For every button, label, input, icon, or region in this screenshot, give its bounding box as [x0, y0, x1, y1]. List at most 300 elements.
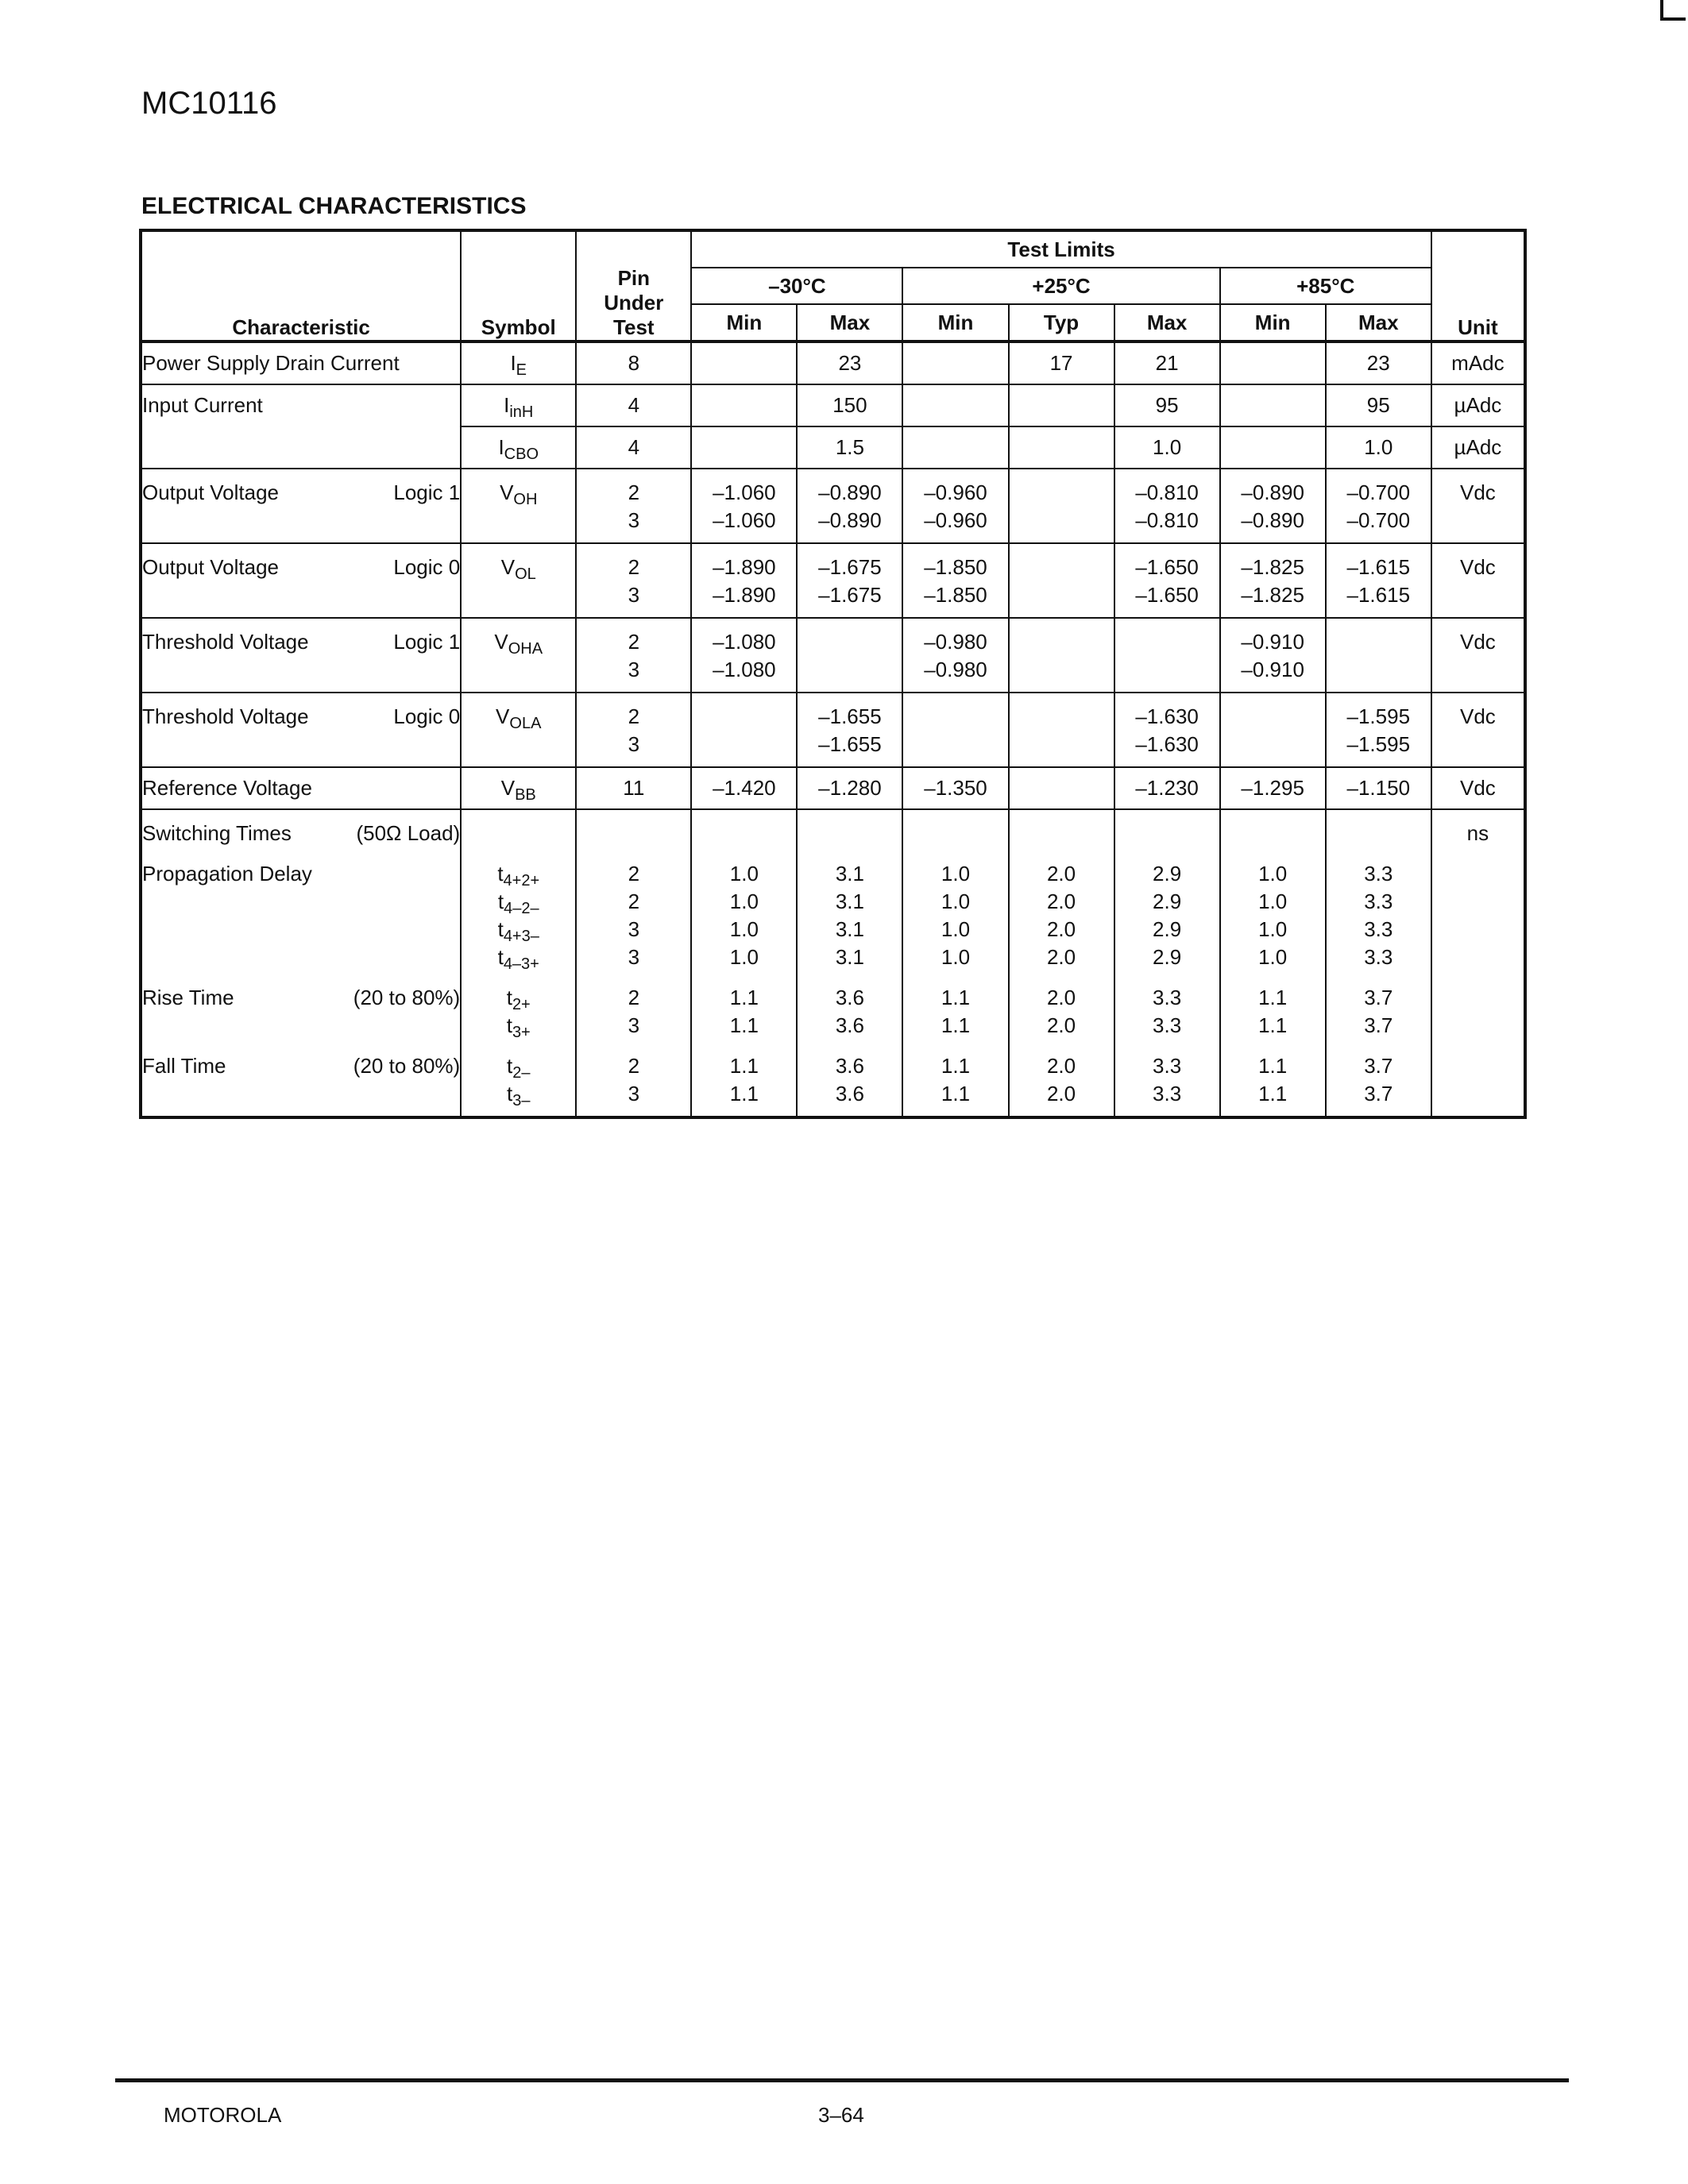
pin-value: 2 — [628, 986, 640, 1009]
spacer-line — [692, 820, 796, 847]
pin-value: 3 — [628, 583, 640, 607]
group-gap — [577, 1040, 690, 1052]
header-test-limits: Test Limits — [691, 230, 1431, 268]
pin-cell: 4 — [576, 384, 691, 426]
unit-cell: Vdc — [1431, 693, 1525, 767]
characteristic-qualifier: Logic 1 — [393, 630, 461, 654]
pin-value: 2 — [628, 862, 640, 886]
table-row — [141, 543, 1525, 618]
header-temp-plus85: +85°C — [1220, 268, 1431, 304]
footer-brand: MOTOROLA — [164, 2103, 282, 2127]
pin-value: 3 — [628, 658, 640, 681]
unit-cell: Vdc — [1431, 618, 1525, 693]
value-line: 1.0 — [941, 862, 971, 886]
value-line: 2.9 — [1153, 945, 1182, 969]
symbol-cell — [461, 693, 576, 767]
value-line: 3.3 — [1364, 917, 1393, 941]
header-sub-6: Max — [1326, 304, 1431, 341]
symbol-text: t — [497, 889, 504, 913]
value-line-2: –0.890 — [818, 508, 882, 532]
characteristic-label: Input Current — [142, 393, 263, 417]
symbol-cell — [461, 767, 576, 809]
value-line: 1.1 — [941, 1054, 971, 1078]
value-cell — [1009, 426, 1114, 469]
symbol-subscript: 4+3– — [503, 928, 539, 945]
value-cell — [691, 384, 797, 426]
symbol-text: t — [506, 1054, 513, 1078]
value-line: 1.0 — [729, 917, 759, 941]
group-gap — [142, 847, 460, 860]
value-line: 1.1 — [1258, 1054, 1288, 1078]
symbol-text: t — [497, 917, 504, 941]
symbol-subscript: OLA — [509, 715, 542, 732]
pin-cell — [576, 469, 691, 543]
value-line: 3.1 — [835, 945, 864, 969]
pin-cell — [576, 543, 691, 618]
value-cell — [1326, 543, 1431, 618]
value-line: 3.3 — [1153, 1054, 1182, 1078]
value-line-2: –1.060 — [713, 508, 776, 532]
pin-value: 3 — [628, 917, 640, 941]
value-cell: 95 — [1114, 384, 1220, 426]
spacer-line — [142, 1012, 460, 1040]
value-cell — [691, 426, 797, 469]
value-line-2: –0.910 — [1241, 658, 1304, 681]
value-cell — [797, 693, 902, 767]
symbol-subscript: OHA — [508, 640, 543, 658]
value-line: 3.6 — [835, 1082, 864, 1106]
value-line: 1.1 — [729, 1013, 759, 1037]
unit-cell: ns — [1431, 809, 1525, 1117]
symbol-line — [462, 888, 575, 916]
symbol-text: t — [506, 1013, 512, 1037]
value-line-1: –1.060 — [713, 480, 776, 504]
group-gap — [577, 847, 690, 860]
pin-value: 3 — [628, 1082, 640, 1106]
value-line: 1.0 — [729, 889, 759, 913]
value-cell: –1.230 — [1114, 767, 1220, 809]
value-cell — [1009, 618, 1114, 693]
symbol-subscript: 3– — [512, 1092, 531, 1109]
spacer-line — [577, 820, 690, 847]
value-line-1: –0.700 — [1346, 480, 1411, 504]
value-cell — [797, 618, 902, 693]
pin-value: 2 — [628, 630, 640, 654]
group-gap — [1010, 971, 1114, 984]
value-cell — [1009, 693, 1114, 767]
value-line: 3.3 — [1153, 986, 1182, 1009]
spacer-line — [798, 820, 902, 847]
value-line: 2.9 — [1153, 889, 1182, 913]
symbol-line — [462, 1052, 575, 1080]
header-pin-under-test: Pin Under Test — [576, 230, 691, 341]
value-cell — [902, 618, 1008, 693]
value-cell — [1114, 809, 1220, 1117]
value-cell — [902, 469, 1008, 543]
page-number: 3–64 — [818, 2103, 864, 2127]
header-sub-2: Min — [902, 304, 1008, 341]
value-cell — [1009, 469, 1114, 543]
value-cell — [797, 543, 902, 618]
table-row — [141, 384, 1525, 426]
characteristic-cell — [141, 469, 461, 543]
group-gap — [1010, 847, 1114, 860]
characteristic-label: Threshold Voltage — [142, 704, 309, 728]
value-cell — [1326, 693, 1431, 767]
value-cell — [902, 809, 1008, 1117]
unit-cell: Vdc — [1431, 767, 1525, 809]
characteristic-cell — [141, 384, 461, 469]
value-line: 2.0 — [1046, 986, 1076, 1009]
pin-cell: 4 — [576, 426, 691, 469]
group-gap — [798, 1040, 902, 1052]
value-cell — [1114, 618, 1220, 693]
value-cell: –1.350 — [902, 767, 1008, 809]
group-gap — [692, 847, 796, 860]
pin-value: 2 — [628, 555, 640, 579]
pin-value: 2 — [628, 889, 640, 913]
spacer-line — [1327, 820, 1431, 847]
value-cell — [1220, 618, 1326, 693]
group-gap — [903, 971, 1007, 984]
value-cell — [902, 426, 1008, 469]
switching-label: Propagation Delay — [142, 862, 312, 886]
value-cell — [902, 543, 1008, 618]
group-gap — [1010, 1040, 1114, 1052]
group-gap — [462, 971, 575, 984]
value-line-2: –0.810 — [1135, 508, 1199, 532]
group-gap — [1221, 971, 1325, 984]
symbol-subscript: BB — [515, 786, 536, 804]
table-row — [141, 767, 1525, 809]
characteristic-label: Output Voltage — [142, 555, 280, 579]
value-cell — [902, 384, 1008, 426]
value-cell — [691, 341, 797, 384]
value-cell — [1220, 426, 1326, 469]
header-sub-4: Max — [1114, 304, 1220, 341]
value-cell — [902, 341, 1008, 384]
value-line: 1.1 — [729, 1054, 759, 1078]
value-line-1: –1.615 — [1346, 555, 1411, 579]
value-line: 2.0 — [1046, 889, 1076, 913]
value-cell — [1009, 809, 1114, 1117]
symbol-text: t — [497, 945, 504, 969]
value-line-2: –1.595 — [1346, 732, 1411, 756]
value-line-1: –1.675 — [818, 555, 882, 579]
characteristic-qualifier: Logic 0 — [393, 704, 461, 728]
unit-cell: mAdc — [1431, 341, 1525, 384]
switching-qualifier: (20 to 80%) — [353, 986, 461, 1009]
pin-cell — [576, 809, 691, 1117]
group-gap — [462, 1040, 575, 1052]
value-line-1: –0.980 — [924, 630, 987, 654]
symbol-line — [462, 1012, 575, 1040]
value-cell — [1009, 543, 1114, 618]
characteristic-cell — [141, 543, 461, 618]
value-cell — [1326, 618, 1431, 693]
value-cell: 95 — [1326, 384, 1431, 426]
spacer-line — [1221, 820, 1325, 847]
pin-cell: 8 — [576, 341, 691, 384]
value-cell — [1009, 767, 1114, 809]
value-line: 1.1 — [1258, 1013, 1288, 1037]
value-line: 2.0 — [1046, 917, 1076, 941]
switching-title-qualifier: (50Ω Load) — [356, 821, 461, 845]
header-sub-0: Min — [691, 304, 797, 341]
footer-rule — [115, 2078, 1569, 2082]
value-line: 1.1 — [941, 1013, 971, 1037]
value-cell — [1220, 469, 1326, 543]
symbol-text: t — [506, 1082, 513, 1106]
value-line: 1.1 — [941, 986, 971, 1009]
value-line: 3.3 — [1364, 945, 1393, 969]
value-line-2: –1.615 — [1346, 583, 1411, 607]
group-gap — [142, 1040, 460, 1052]
value-line: 3.1 — [835, 862, 864, 886]
value-line-1: –1.655 — [818, 704, 882, 728]
value-cell: 17 — [1009, 341, 1114, 384]
value-cell — [691, 693, 797, 767]
symbol-text: t — [506, 986, 512, 1009]
symbol-text: V — [500, 776, 516, 800]
value-line: 1.0 — [1258, 945, 1288, 969]
group-gap — [903, 847, 1007, 860]
value-line: 1.0 — [729, 862, 759, 886]
header-sub-1: Max — [797, 304, 902, 341]
pin-value: 3 — [628, 1013, 640, 1037]
table-row — [141, 341, 1525, 384]
value-line: 3.6 — [835, 986, 864, 1009]
value-line-2: –0.960 — [924, 508, 987, 532]
group-gap — [1327, 847, 1431, 860]
characteristic-qualifier: Logic 1 — [393, 480, 461, 504]
value-line-2: –1.080 — [713, 658, 776, 681]
spacer-line — [142, 888, 460, 916]
symbol-line — [462, 984, 575, 1012]
symbol-subscript: OL — [515, 565, 536, 583]
value-line-2: –0.890 — [1241, 508, 1304, 532]
symbol-text: V — [500, 480, 514, 504]
value-line-1: –1.825 — [1241, 555, 1304, 579]
value-line-1: –1.080 — [713, 630, 776, 654]
symbol-line — [462, 860, 575, 888]
value-line-1: –0.960 — [924, 480, 987, 504]
pin-cell — [576, 618, 691, 693]
header-temp-plus25: +25°C — [902, 268, 1219, 304]
value-cell: –1.280 — [797, 767, 902, 809]
switching-label: Fall Time — [142, 1054, 226, 1078]
value-line: 3.3 — [1364, 862, 1393, 886]
table-row — [141, 469, 1525, 543]
symbol-cell — [461, 809, 576, 1117]
pin-value: 2 — [628, 480, 640, 504]
value-line: 2.0 — [1046, 1054, 1076, 1078]
group-gap — [142, 971, 460, 984]
value-cell: 1.0 — [1326, 426, 1431, 469]
value-line: 3.7 — [1364, 1013, 1393, 1037]
value-line-1: –0.810 — [1135, 480, 1199, 504]
switching-qualifier: (20 to 80%) — [353, 1054, 461, 1078]
value-cell: 150 — [797, 384, 902, 426]
symbol-cell — [461, 384, 576, 426]
group-gap — [1327, 971, 1431, 984]
group-gap — [903, 1040, 1007, 1052]
value-line-2: –0.980 — [924, 658, 987, 681]
spacer-line — [1115, 820, 1219, 847]
spacer-line — [462, 820, 575, 847]
value-line: 3.1 — [835, 917, 864, 941]
table-row-switching — [141, 809, 1525, 1117]
value-line-1: –0.890 — [818, 480, 882, 504]
value-line-1: –0.910 — [1241, 630, 1304, 654]
spacer-line — [903, 820, 1007, 847]
value-line-1: –1.850 — [924, 555, 987, 579]
value-line-2: –1.850 — [924, 583, 987, 607]
value-line: 3.3 — [1153, 1013, 1182, 1037]
value-line: 1.1 — [941, 1082, 971, 1106]
table-row — [141, 693, 1525, 767]
pin-cell: 11 — [576, 767, 691, 809]
symbol-line — [462, 916, 575, 943]
corner-crop-mark — [1660, 0, 1686, 21]
symbol-subscript: 2– — [512, 1064, 531, 1082]
page-title: MC10116 — [141, 86, 277, 121]
symbol-text: I — [504, 393, 510, 417]
value-line-2: –0.700 — [1346, 508, 1411, 532]
value-line-1: –1.595 — [1346, 704, 1411, 728]
symbol-line — [462, 943, 575, 971]
header-symbol: Symbol — [461, 230, 576, 341]
group-gap — [692, 1040, 796, 1052]
value-cell — [1114, 693, 1220, 767]
value-line: 1.0 — [1258, 862, 1288, 886]
value-line: 3.7 — [1364, 1082, 1393, 1106]
group-gap — [1327, 1040, 1431, 1052]
value-cell: 1.0 — [1114, 426, 1220, 469]
symbol-subscript: 4+2+ — [503, 872, 540, 889]
value-line: 2.9 — [1153, 917, 1182, 941]
value-cell: –1.420 — [691, 767, 797, 809]
symbol-subscript: E — [516, 361, 527, 379]
value-line: 2.0 — [1046, 945, 1076, 969]
value-line: 3.3 — [1153, 1082, 1182, 1106]
characteristic-label: Output Voltage — [142, 480, 280, 504]
characteristic-label: Power Supply Drain Current — [142, 351, 400, 375]
value-line: 1.0 — [1258, 889, 1288, 913]
group-gap — [1115, 971, 1219, 984]
pin-value: 3 — [628, 732, 640, 756]
symbol-text: t — [497, 862, 504, 886]
unit-cell: µAdc — [1431, 426, 1525, 469]
value-line: 1.1 — [729, 1082, 759, 1106]
symbol-line — [462, 1080, 575, 1108]
spacer-line — [142, 916, 460, 943]
value-line: 1.0 — [941, 889, 971, 913]
group-gap — [798, 847, 902, 860]
characteristic-cell — [141, 341, 461, 384]
switching-label: Rise Time — [142, 986, 234, 1009]
value-cell — [1220, 341, 1326, 384]
value-line-2: –1.890 — [713, 583, 776, 607]
value-line: 3.6 — [835, 1013, 864, 1037]
value-line: 1.0 — [941, 917, 971, 941]
group-gap — [462, 847, 575, 860]
characteristic-cell — [141, 693, 461, 767]
value-line: 1.0 — [729, 945, 759, 969]
value-cell — [797, 809, 902, 1117]
unit-cell: Vdc — [1431, 469, 1525, 543]
value-cell — [691, 809, 797, 1117]
pin-value: 3 — [628, 508, 640, 532]
symbol-subscript: 4–3+ — [503, 955, 539, 973]
value-line: 3.3 — [1364, 889, 1393, 913]
group-gap — [1115, 1040, 1219, 1052]
characteristic-cell — [141, 809, 461, 1117]
electrical-characteristics-table — [139, 229, 1527, 1119]
value-line-2: –1.630 — [1135, 732, 1199, 756]
symbol-text: V — [496, 704, 510, 728]
value-cell — [1009, 384, 1114, 426]
value-cell — [1114, 543, 1220, 618]
value-line-1: –1.630 — [1135, 704, 1199, 728]
symbol-subscript: 2+ — [512, 996, 531, 1013]
value-cell — [691, 469, 797, 543]
symbol-cell — [461, 618, 576, 693]
symbol-text: I — [510, 351, 516, 375]
value-line: 2.0 — [1046, 862, 1076, 886]
header-characteristic: Characteristic — [141, 230, 461, 341]
unit-cell: Vdc — [1431, 543, 1525, 618]
value-line: 3.7 — [1364, 1054, 1393, 1078]
pin-value: 3 — [628, 945, 640, 969]
value-cell: 1.5 — [797, 426, 902, 469]
value-cell — [902, 693, 1008, 767]
value-cell — [691, 543, 797, 618]
value-cell: –1.150 — [1326, 767, 1431, 809]
characteristic-label: Reference Voltage — [142, 776, 312, 800]
symbol-subscript: OH — [513, 491, 538, 508]
characteristic-label: Threshold Voltage — [142, 630, 309, 654]
group-gap — [798, 971, 902, 984]
switching-title: Switching Times — [142, 821, 292, 845]
value-line-1: –1.650 — [1135, 555, 1199, 579]
symbol-text: V — [494, 630, 508, 654]
characteristic-qualifier: Logic 0 — [393, 555, 461, 579]
value-cell — [1220, 693, 1326, 767]
value-line: 1.0 — [941, 945, 971, 969]
group-gap — [577, 971, 690, 984]
value-line-1: –1.890 — [713, 555, 776, 579]
symbol-cell — [461, 469, 576, 543]
value-line: 2.9 — [1153, 862, 1182, 886]
symbol-cell — [461, 543, 576, 618]
group-gap — [1221, 1040, 1325, 1052]
header-sub-5: Min — [1220, 304, 1326, 341]
value-cell — [1114, 469, 1220, 543]
value-cell — [1220, 543, 1326, 618]
pin-value: 2 — [628, 704, 640, 728]
header-sub-3: Typ — [1009, 304, 1114, 341]
value-line: 3.7 — [1364, 986, 1393, 1009]
header-unit: Unit — [1431, 230, 1525, 341]
value-cell — [1326, 809, 1431, 1117]
group-gap — [1115, 847, 1219, 860]
symbol-text: V — [500, 555, 516, 579]
symbol-text: I — [498, 435, 504, 459]
value-line-1: –0.890 — [1241, 480, 1304, 504]
value-line-2: –1.655 — [818, 732, 882, 756]
value-cell: –1.295 — [1220, 767, 1326, 809]
